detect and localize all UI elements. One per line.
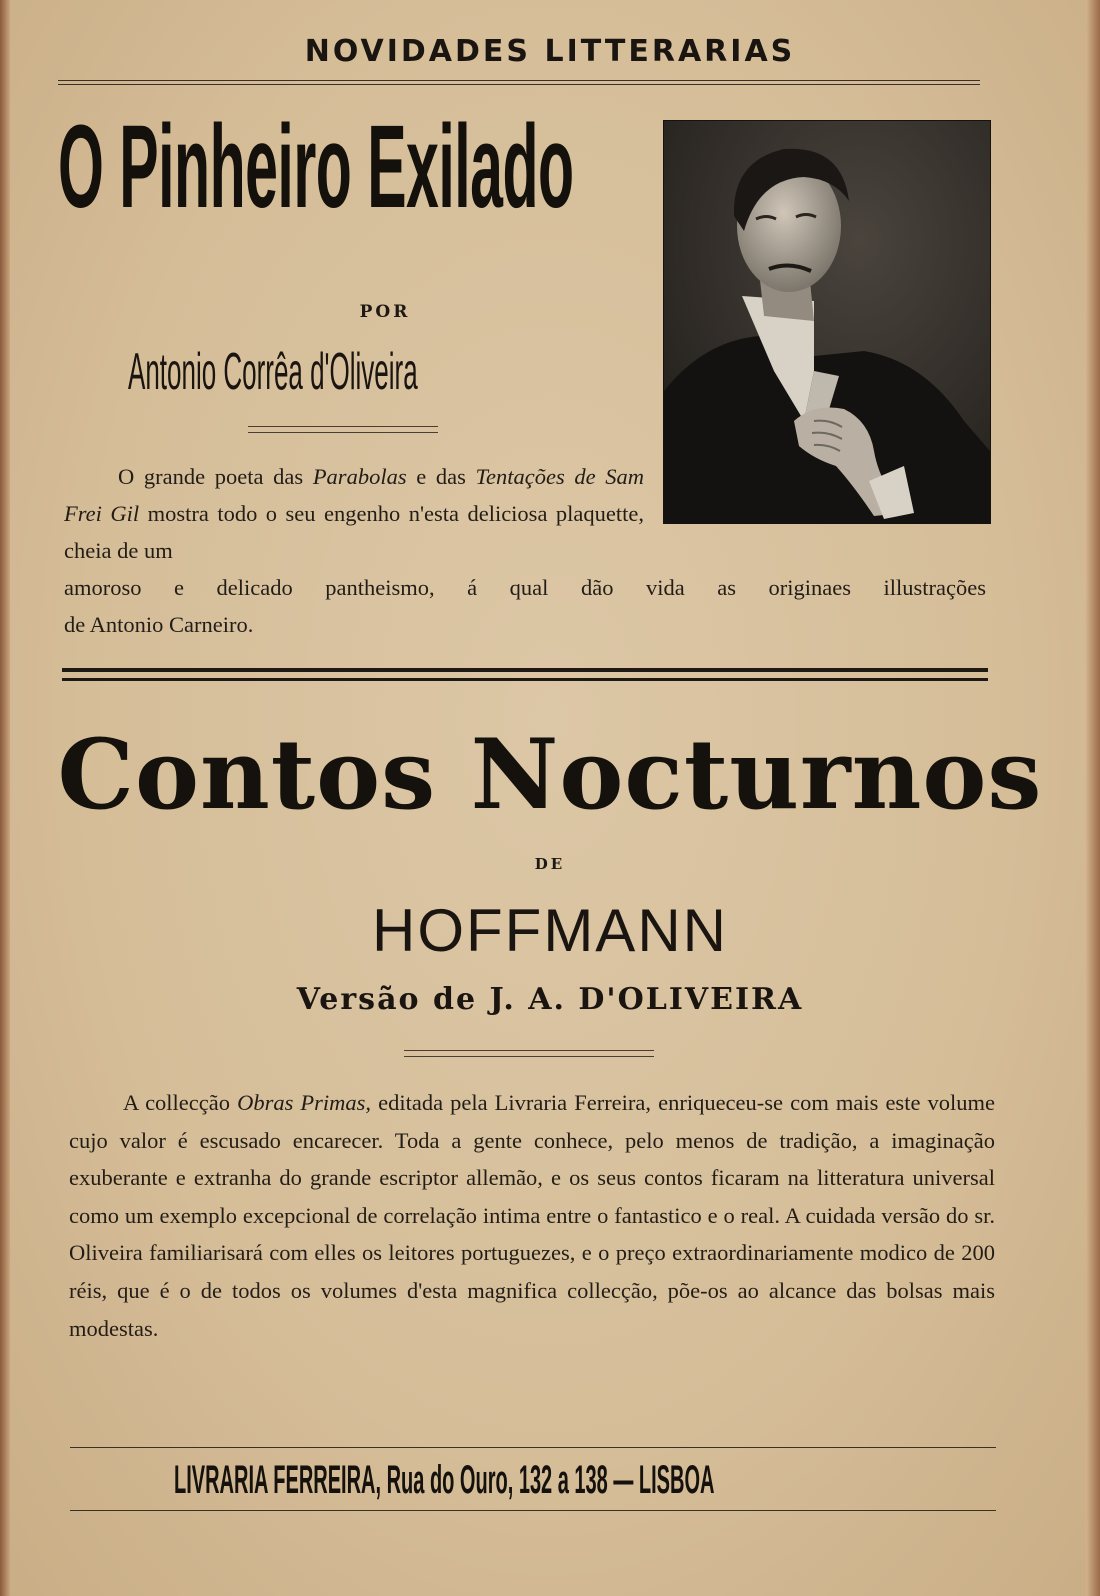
by-label: POR — [359, 302, 411, 322]
description-pinheiro: O grande poeta das Parabolas e das Tentações de Sam Frei Gil mostra todo o seu engenho n'esta deliciosa plaquette, cheia de um — [64, 464, 644, 563]
book-title-pinheiro: O Pinheiro Exilado — [58, 101, 574, 233]
page-header: NOVIDADES LITTERARIAS — [304, 34, 796, 69]
de-label: DE — [534, 855, 566, 873]
footer-rule-top — [70, 1447, 996, 1448]
book-title-contos: Contos Nocturnos — [57, 718, 1043, 831]
description-contos: A collecção Obras Primas, editada pela Livraria Ferreira, enriqueceu-se com mais este volume cujo valor é escusado encarecer. Toda a gente conhece, pelo menos de tradição, a imaginação exuberante e extranha do grande escriptor allemão, e os seus contos ficaram na litteratura universal como um exemplo excepcional de correlação intima entre o fantastico e o real. A cuidada versão do sr. Oliveira familiarisará com elles os leitores portuguezes, e o preço extraordinariamente modico de 200 réis, que é o de todos os volumes d'esta magnifica collecção, põe-os ao alcance das bolsas mais modestas. — [69, 1090, 995, 1341]
ornament-divider — [248, 426, 438, 433]
translator-line: Versão de J. A. D'OLIVEIRA — [296, 982, 804, 1017]
section-divider-top — [62, 668, 988, 672]
header-rule — [58, 80, 980, 85]
ornament-divider-2 — [404, 1050, 654, 1057]
portrait-icon — [664, 121, 990, 523]
section-divider-bottom — [62, 678, 988, 681]
description-pinheiro-line: amoroso e delicado pantheismo, á qual dão vida as originaes illustrações — [64, 575, 986, 600]
publisher-address: LIVRARIA FERREIRA, Rua do Ouro, 132 a 138 — LISBOA — [174, 1458, 715, 1502]
author-name-correa: Antonio Corrêa d'Oliveira — [128, 343, 418, 401]
author-portrait — [663, 120, 991, 524]
description-pinheiro-last: de Antonio Carneiro. — [64, 612, 254, 637]
author-name-hoffmann: HOFFMANN — [372, 897, 728, 964]
footer-rule-bottom — [70, 1510, 996, 1511]
